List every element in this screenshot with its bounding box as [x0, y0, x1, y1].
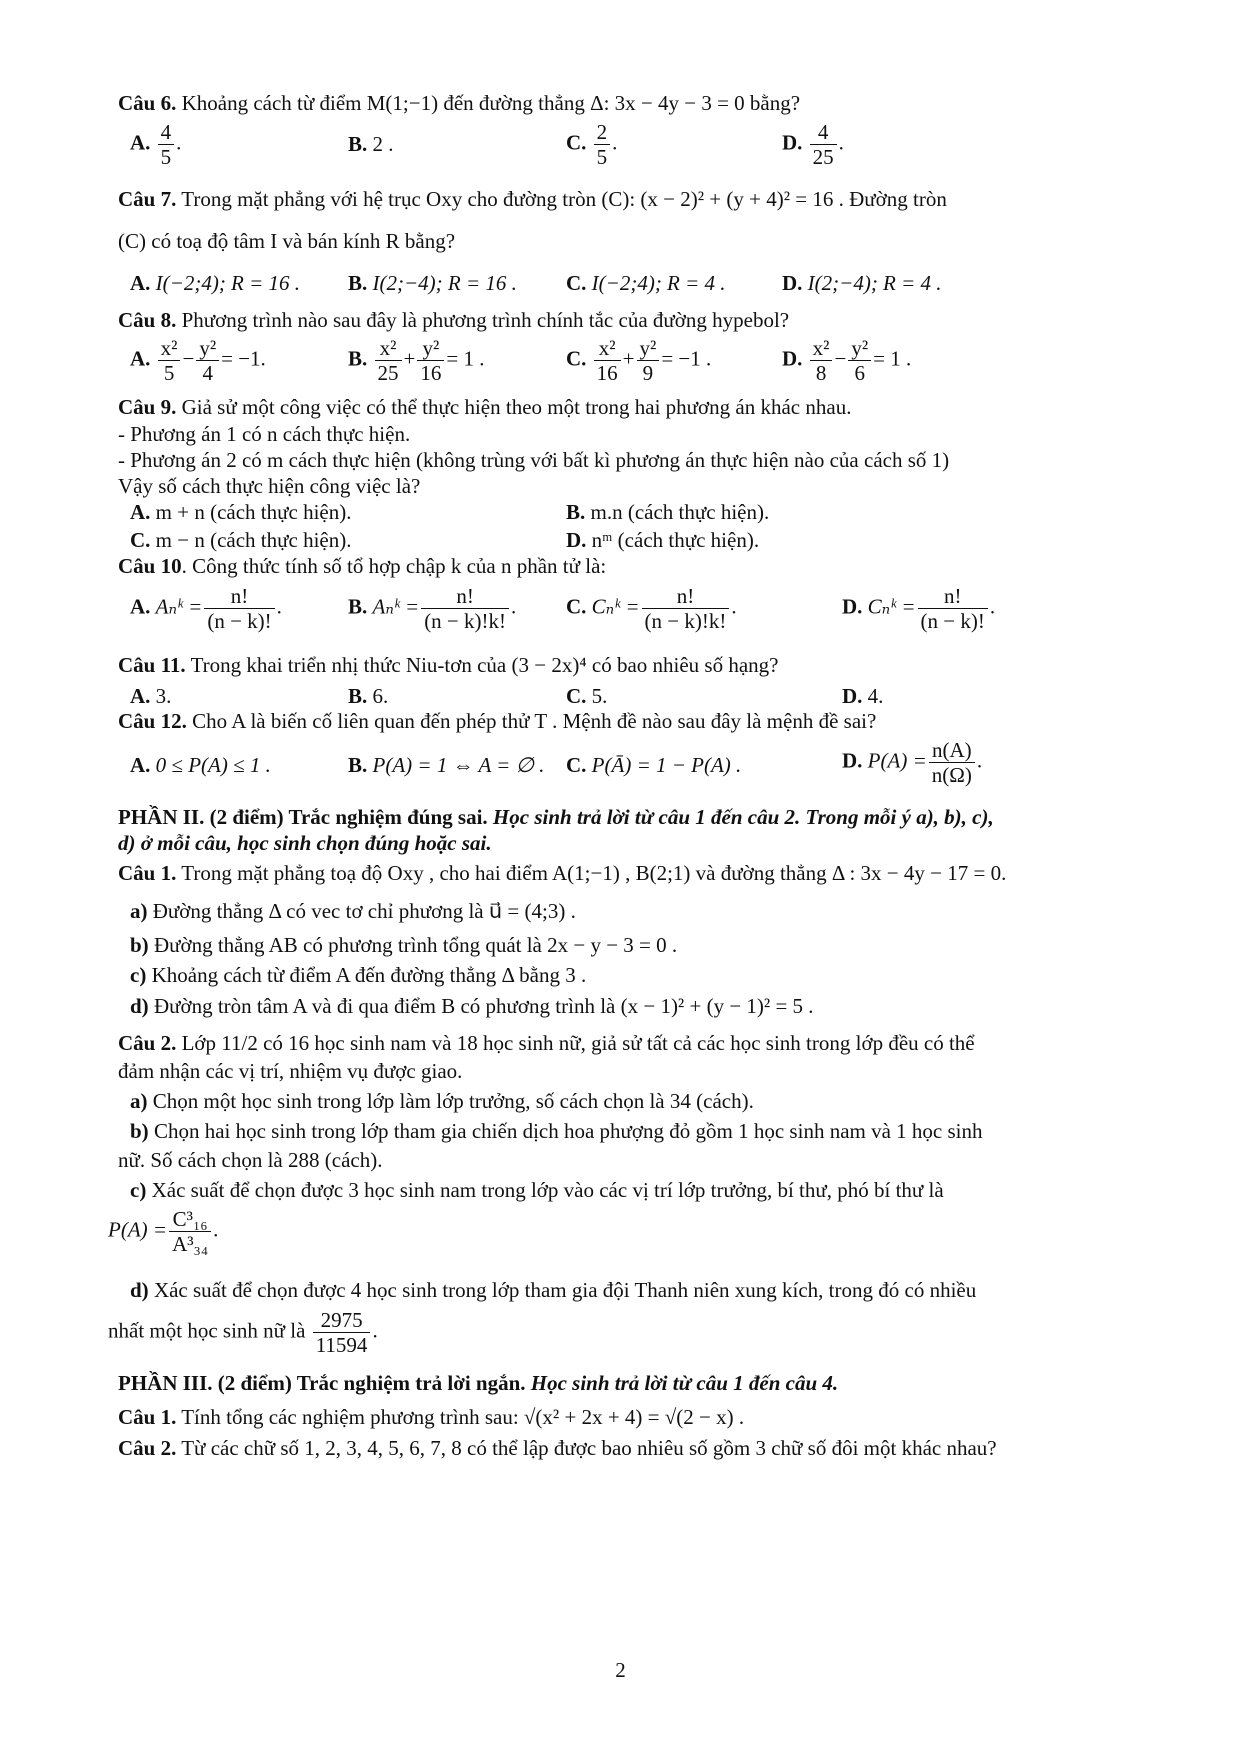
- q9-option-c: C. m − n (cách thực hiện).: [130, 528, 352, 552]
- q9-option-d: D. nᵐ (cách thực hiện).: [566, 528, 760, 552]
- p2q2-item-c-formula: P(A) = $\frac{\text{C³₁₆}}{\text{A³₃₄}}$ .: [108, 1207, 219, 1256]
- q9-option-b: B. m.n (cách thực hiện).: [566, 500, 770, 524]
- p3q1-stem: Câu 1. Tính tổng các nghiệm phương trình sau: √(x² + 2x + 4) = √(2 − x) .: [118, 1405, 745, 1429]
- q6-stem: Câu 6. Khoảng cách từ điểm M(1;−1) đến đường thẳng Δ: 3x − 4y − 3 = 0 bằng?: [118, 91, 801, 115]
- q11-stem: Câu 11. Trong khai triển nhị thức Niu-tơn của (3 − 2x)⁴ có bao nhiêu số hạng?: [118, 653, 779, 677]
- q9-stem: Câu 9. Giả sử một công việc có thể thực hiện theo một trong hai phương án khác nhau.: [118, 395, 852, 419]
- q9-option-a: A. m + n (cách thực hiện).: [130, 500, 352, 524]
- p2q1-item-b: b) Đường thẳng AB có phương trình tổng quát là 2x − y − 3 = 0 .: [130, 933, 678, 957]
- p3q2-stem: Câu 2. Từ các chữ số 1, 2, 3, 4, 5, 6, 7, 8 có thể lập được bao nhiêu số gồm 3 chữ số đôi một khác nhau?: [118, 1436, 997, 1460]
- q10-option-d: D. Cₙᵏ = $\frac{n!}{(n - k)!}$ .: [842, 584, 996, 633]
- q12-stem: Câu 12. Cho A là biến cố liên quan đến phép thử T . Mệnh đề nào sau đây là mệnh đề sai?: [118, 709, 877, 733]
- q12-option-b: B. P(A) = 1 ⇔ A = ∅ .: [348, 753, 545, 777]
- p2q2-item-b-line2: nữ. Số cách chọn là 288 (cách).: [118, 1148, 383, 1172]
- q11-option-d: D. 4.: [842, 684, 884, 708]
- q8-option-b: B. $\frac{\text{x²}}{25}$ + $\frac{\text{y²}}{16}$ = 1 .: [348, 336, 485, 385]
- q12-option-a: A. 0 ≤ P(A) ≤ 1 .: [130, 753, 271, 777]
- q8-option-d: D. $\frac{\text{x²}}{8}$ − $\frac{\text{y²}}{6}$ = 1 .: [782, 336, 912, 385]
- page-number: 2: [615, 1658, 626, 1682]
- q11-option-a: A. 3.: [130, 684, 172, 708]
- p2q2-item-c-line1: c) Xác suất để chọn được 3 học sinh nam trong lớp vào các vị trí lớp trưởng, bí thư, phó bí thư là: [130, 1178, 944, 1202]
- q10-option-c: C. Cₙᵏ = $\frac{n!}{(n - k)!k!}$ .: [566, 584, 737, 633]
- q6-option-d: D. $\frac{4}{25}$ .: [782, 120, 844, 169]
- p2q2-stem-line2: đảm nhận các vị trí, nhiệm vụ được giao.: [118, 1059, 463, 1083]
- q10-option-b: B. Aₙᵏ = $\frac{n!}{(n - k)!k!}$ .: [348, 584, 517, 633]
- part2-instruction: d) ở mỗi câu, học sinh chọn đúng hoặc sai.: [118, 831, 492, 855]
- q8-stem: Câu 8. Phương trình nào sau đây là phương trình chính tắc của đường hypebol?: [118, 308, 790, 332]
- q7-stem-line1: Câu 7. Trong mặt phẳng với hệ trục Oxy cho đường tròn (C): (x − 2)² + (y + 4)² = 16 . Đường tròn: [118, 187, 947, 211]
- q7-option-d: D. I(2;−4); R = 4 .: [782, 271, 942, 295]
- p2q1-item-a: a) Đường thẳng Δ có vec tơ chỉ phương là u⃗ = (4;3) .: [130, 899, 576, 923]
- q7-option-b: B. I(2;−4); R = 16 .: [348, 271, 517, 295]
- q9-line2: - Phương án 2 có m cách thực hiện (không trùng với bất kì phương án thực hiện nào của cách số 1): [118, 448, 950, 472]
- q6-option-b: B. 2 .: [348, 132, 394, 156]
- q11-option-c: C. 5.: [566, 684, 608, 708]
- q12-option-c: C. P(Ā) = 1 − P(A) .: [566, 753, 742, 777]
- p2q1-item-c: c) Khoảng cách từ điểm A đến đường thẳng Δ bằng 3 .: [130, 963, 587, 987]
- q8-option-c: C. $\frac{\text{x²}}{16}$ + $\frac{\text{y²}}{9}$ = −1 .: [566, 336, 712, 385]
- part2-heading: PHẦN II. (2 điểm) Trắc nghiệm đúng sai. Học sinh trả lời từ câu 1 đến câu 2. Trong mỗi ý a), b), c),: [118, 805, 994, 829]
- part3-heading: PHẦN III. (2 điểm) Trắc nghiệm trả lời ngắn. Học sinh trả lời từ câu 1 đến câu 4.: [118, 1371, 839, 1395]
- q10-option-a: A. Aₙᵏ = $\frac{n!}{(n - k)!}$ .: [130, 584, 282, 633]
- p2q1-item-d: d) Đường tròn tâm A và đi qua điểm B có phương trình là (x − 1)² + (y − 1)² = 5 .: [130, 994, 814, 1018]
- q7-option-c: C. I(−2;4); R = 4 .: [566, 271, 726, 295]
- q9-line1: - Phương án 1 có n cách thực hiện.: [118, 422, 411, 446]
- q12-option-d: D. P(A) = $\frac{n(A)}{n(\Omega)}$ .: [842, 738, 983, 787]
- q9-line3: Vậy số cách thực hiện công việc là?: [118, 474, 421, 498]
- q6-option-a: A. $\frac{4}{5}$ .: [130, 120, 182, 169]
- p2q1-stem: Câu 1. Trong mặt phẳng toạ độ Oxy , cho hai điểm A(1;−1) , B(2;1) và đường thẳng Δ : 3x − 4y − 17 = 0.: [118, 861, 1007, 885]
- q10-stem: Câu 10. Công thức tính số tổ hợp chập k của n phần tử là:: [118, 554, 607, 578]
- q7-stem-line2: (C) có toạ độ tâm I và bán kính R bằng?: [118, 229, 456, 253]
- p2q2-item-d-line2: nhất một học sinh nữ là $\frac{2975}{11594}$ .: [108, 1308, 378, 1357]
- q7-option-a: A. I(−2;4); R = 16 .: [130, 271, 301, 295]
- q6-option-c: C. $\frac{2}{5}$ .: [566, 120, 618, 169]
- question-label: Câu 6.: [118, 91, 177, 115]
- p2q2-item-b-line1: b) Chọn hai học sinh trong lớp tham gia chiến dịch hoa phượng đỏ gồm 1 học sinh nam và 1 học sinh: [130, 1119, 983, 1143]
- p2q2-item-a: a) Chọn một học sinh trong lớp làm lớp trưởng, số cách chọn là 34 (cách).: [130, 1089, 754, 1113]
- q8-option-a: A. $\frac{\text{x²}}{5}$ − $\frac{\text{y²}}{4}$ = −1.: [130, 336, 266, 385]
- p2q2-item-d-line1: d) Xác suất để chọn được 4 học sinh trong lớp tham gia đội Thanh niên xung kích, trong đó có nhiều: [130, 1278, 977, 1302]
- q11-option-b: B. 6.: [348, 684, 389, 708]
- p2q2-stem-line1: Câu 2. Lớp 11/2 có 16 học sinh nam và 18 học sinh nữ, giả sử tất cả các học sinh trong lớp đều có thể: [118, 1031, 975, 1055]
